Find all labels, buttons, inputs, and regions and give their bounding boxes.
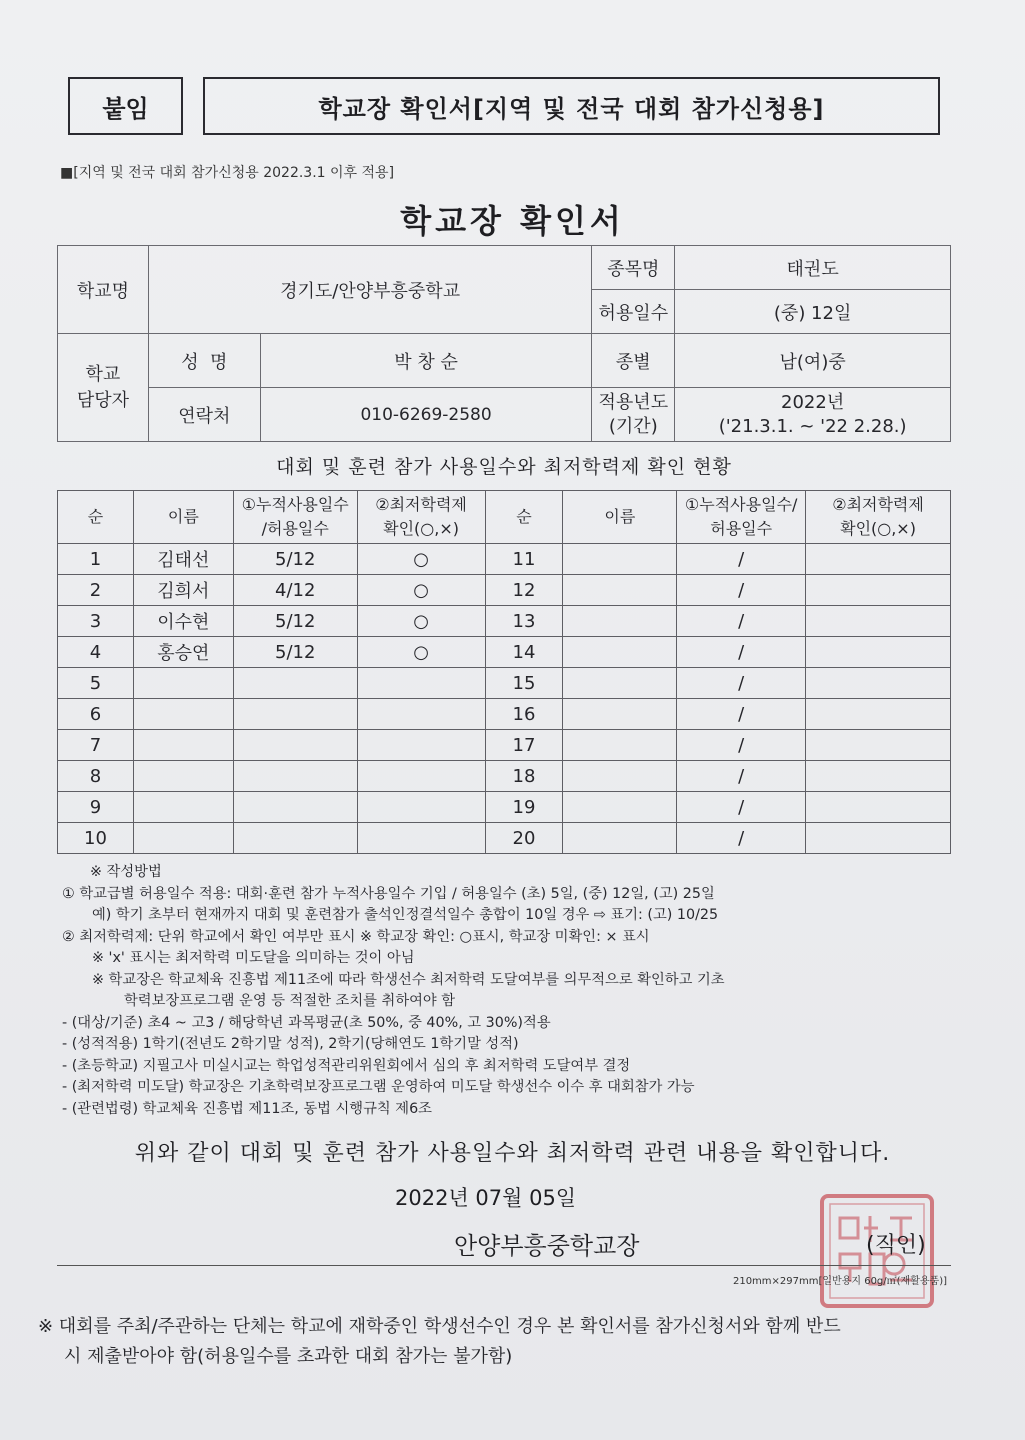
footnote xyxy=(38,1312,988,1372)
col-no: 순 xyxy=(58,491,134,544)
section-title: 대회 및 훈련 참가 사용일수와 최저학력제 확인 현황 xyxy=(276,456,732,478)
table-row xyxy=(58,668,951,699)
row-name xyxy=(563,544,677,575)
row-check xyxy=(806,606,951,637)
attachment-label: 붙임 xyxy=(68,77,183,135)
row-days: / xyxy=(677,823,806,854)
phone-label: 연락처 xyxy=(148,388,260,442)
col-name: 이름 xyxy=(133,491,233,544)
table-row xyxy=(58,823,951,854)
table-row xyxy=(58,792,951,823)
col-days-right xyxy=(677,491,806,544)
sport-value: 태권도 xyxy=(675,246,951,290)
row-no: 2 xyxy=(58,575,134,606)
note-4b: 학력보장프로그램 운영 등 적절한 조치를 취하여야 함 xyxy=(124,993,456,1009)
row-check xyxy=(806,761,951,792)
year-label-1: 적용년도 xyxy=(598,391,669,413)
row-name: 이수현 xyxy=(133,606,233,637)
col-check-line2: 확인(○,×) xyxy=(383,519,459,538)
row-check: ○ xyxy=(357,544,485,575)
row-name xyxy=(133,761,233,792)
year-value-2: ('21.3.1. ~ '22 2.28.) xyxy=(718,415,907,437)
row-check: ○ xyxy=(357,606,485,637)
note-2: ② 최저학력제: 단위 학교에서 확인 여부만 표시 ※ 학교장 확인: ○표시, 학교장 미확인: × 표시 xyxy=(62,928,650,945)
row-days xyxy=(233,699,357,730)
row-name xyxy=(133,699,233,730)
row-days: / xyxy=(677,792,806,823)
row-name xyxy=(563,606,677,637)
row-check xyxy=(806,792,951,823)
principal-name: 안양부흥중학교장 xyxy=(454,1232,640,1260)
row-days xyxy=(233,668,357,699)
col-check-line1: ②최저학력제 xyxy=(375,495,467,514)
row-no: 14 xyxy=(485,637,563,668)
row-days: / xyxy=(677,544,806,575)
confirmation-statement: 위와 같이 대회 및 훈련 참가 사용일수와 최저학력 관련 내용을 확인합니다. xyxy=(134,1141,891,1166)
row-check xyxy=(806,699,951,730)
row-name xyxy=(563,575,677,606)
divider xyxy=(57,1265,951,1266)
row-days: / xyxy=(677,575,806,606)
row-name: 홍승연 xyxy=(133,637,233,668)
row-no: 15 xyxy=(485,668,563,699)
row-check xyxy=(357,761,485,792)
name-value: 박 창 순 xyxy=(260,334,592,388)
row-no: 11 xyxy=(485,544,563,575)
year-label-2: (기간) xyxy=(608,415,658,437)
row-no: 6 xyxy=(58,699,134,730)
col-days-line2: /허용일수 xyxy=(261,519,329,538)
row-check xyxy=(357,792,485,823)
table-row xyxy=(58,637,951,668)
row-days xyxy=(233,823,357,854)
instructions xyxy=(62,862,962,1120)
table-row xyxy=(58,606,951,637)
school-value: 경기도/안양부흥중학교 xyxy=(148,246,591,334)
row-name xyxy=(563,699,677,730)
row-name xyxy=(563,730,677,761)
row-days xyxy=(233,792,357,823)
row-name xyxy=(563,823,677,854)
col-check-right xyxy=(806,491,951,544)
row-name xyxy=(563,761,677,792)
table-row xyxy=(58,575,951,606)
row-days: 4/12 xyxy=(233,575,357,606)
row-days: / xyxy=(677,730,806,761)
row-no: 3 xyxy=(58,606,134,637)
row-no: 8 xyxy=(58,761,134,792)
table-row xyxy=(58,761,951,792)
seal-label: (직인) xyxy=(866,1233,926,1258)
year-label xyxy=(592,388,675,442)
allowed-days-label: 허용일수 xyxy=(592,290,675,334)
year-value-1: 2022년 xyxy=(781,391,845,413)
row-no: 13 xyxy=(485,606,563,637)
row-check: ○ xyxy=(357,575,485,606)
year-value xyxy=(675,388,951,442)
contact-label: 학교 담당자 xyxy=(58,334,149,442)
row-no: 12 xyxy=(485,575,563,606)
row-no: 4 xyxy=(58,637,134,668)
note-4a: ※ 학교장은 학교체육 진흥법 제11조에 따라 학생선수 최저학력 도달여부를 의무적으로 확인하고 기초 xyxy=(92,971,725,988)
row-no: 18 xyxy=(485,761,563,792)
row-no: 19 xyxy=(485,792,563,823)
row-check xyxy=(806,575,951,606)
detail-1: - (대상/기준) 초4 ~ 고3 / 해당학년 과목평균(초 50%, 중 40%, 고 30%)적용 xyxy=(62,1014,551,1031)
col-check xyxy=(357,491,485,544)
row-no: 10 xyxy=(58,823,134,854)
row-name xyxy=(133,668,233,699)
row-no: 20 xyxy=(485,823,563,854)
table-row xyxy=(58,544,951,575)
gender-value: 남(여)중 xyxy=(675,334,951,388)
footnote-line1: ※ 대회를 주최/주관하는 단체는 학교에 재학중인 학생선수인 경우 본 확인서를 참가신청서와 함께 반드 xyxy=(38,1316,841,1337)
row-no: 1 xyxy=(58,544,134,575)
row-check xyxy=(357,823,485,854)
row-no: 17 xyxy=(485,730,563,761)
row-days: / xyxy=(677,761,806,792)
row-name: 김태선 xyxy=(133,544,233,575)
footnote-line2: 시 제출받아야 함(허용일수를 초과한 대회 참가는 불가함) xyxy=(64,1346,513,1367)
note-3: ※ 'x' 표시는 최저학력 미도달을 의미하는 것이 아님 xyxy=(92,950,415,966)
detail-5: - (관련법령) 학교체육 진흥법 제11조, 동법 시행규칙 제6조 xyxy=(62,1100,432,1117)
row-days: / xyxy=(677,606,806,637)
school-label: 학교명 xyxy=(58,246,149,334)
row-check xyxy=(357,730,485,761)
col-check-right-line2: 확인(○,×) xyxy=(840,519,916,538)
table-row xyxy=(58,730,951,761)
row-check xyxy=(806,823,951,854)
detail-4: - (최저학력 미도달) 학교장은 기초학력보장프로그램 운영하여 미도달 학생선수 이수 후 대회참가 가능 xyxy=(62,1079,695,1095)
row-name xyxy=(563,637,677,668)
col-days-line1: ①누적사용일수 xyxy=(241,495,349,514)
notes-heading: ※ 작성방법 xyxy=(90,864,162,880)
issue-date: 2022년 07월 05일 xyxy=(395,1186,577,1210)
col-name-right: 이름 xyxy=(563,491,677,544)
name-label: 성 명 xyxy=(148,334,260,388)
row-name xyxy=(563,668,677,699)
phone-value: 010-6269-2580 xyxy=(260,388,592,442)
row-days: / xyxy=(677,637,806,668)
roster-header-row xyxy=(58,491,951,544)
row-check: ○ xyxy=(357,637,485,668)
row-days: 5/12 xyxy=(233,637,357,668)
col-check-right-line1: ②최저학력제 xyxy=(832,495,924,514)
row-no: 7 xyxy=(58,730,134,761)
note-1a: ① 학교급별 허용일수 적용: 대회·훈련 참가 누적사용일수 기입 / 허용일수 (초) 5일, (중) 12일, (고) 25일 xyxy=(62,885,715,902)
row-days: / xyxy=(677,668,806,699)
row-name xyxy=(563,792,677,823)
col-no-right: 순 xyxy=(485,491,563,544)
row-no: 5 xyxy=(58,668,134,699)
page-title: 학교장 확인서 xyxy=(400,202,625,240)
row-days xyxy=(233,730,357,761)
row-no: 16 xyxy=(485,699,563,730)
allowed-days-value: (중) 12일 xyxy=(675,290,951,334)
table-row xyxy=(58,699,951,730)
paper-size-note: 210mm×297mm[일반용지 60g/㎡(재활용품)] xyxy=(732,1276,947,1287)
school-info-table xyxy=(57,245,951,442)
roster-table xyxy=(57,490,951,854)
row-check xyxy=(806,637,951,668)
row-days: 5/12 xyxy=(233,544,357,575)
gender-label: 종별 xyxy=(592,334,675,388)
col-days-right-line2: 허용일수 xyxy=(710,519,773,538)
row-name xyxy=(133,730,233,761)
row-name: 김희서 xyxy=(133,575,233,606)
note-1b: 예) 학기 초부터 현재까지 대회 및 훈련참가 출석인정결석일수 총합이 10일 경우 ⇨ 표기: (고) 10/25 xyxy=(92,907,719,923)
row-days: 5/12 xyxy=(233,606,357,637)
header-title: 학교장 확인서[지역 및 전국 대회 참가신청용] xyxy=(203,77,940,135)
row-check xyxy=(357,668,485,699)
row-check xyxy=(806,668,951,699)
col-days xyxy=(233,491,357,544)
col-days-right-line1: ①누적사용일수/ xyxy=(684,495,798,514)
row-check xyxy=(806,730,951,761)
detail-3: - (초등학교) 지필고사 미실시교는 학업성적관리위원회에서 심의 후 최저학력 도달여부 결정 xyxy=(62,1057,631,1074)
row-days xyxy=(233,761,357,792)
row-no: 9 xyxy=(58,792,134,823)
row-name xyxy=(133,823,233,854)
row-name xyxy=(133,792,233,823)
applicability-note: ■[지역 및 전국 대회 참가신청용 2022.3.1 이후 적용] xyxy=(60,165,395,181)
row-days: / xyxy=(677,699,806,730)
row-check xyxy=(806,544,951,575)
row-check xyxy=(357,699,485,730)
detail-2: - (성적적용) 1학기(전년도 2학기말 성적), 2학기(당해연도 1학기말 성적) xyxy=(62,1036,519,1052)
sport-label: 종목명 xyxy=(592,246,675,290)
